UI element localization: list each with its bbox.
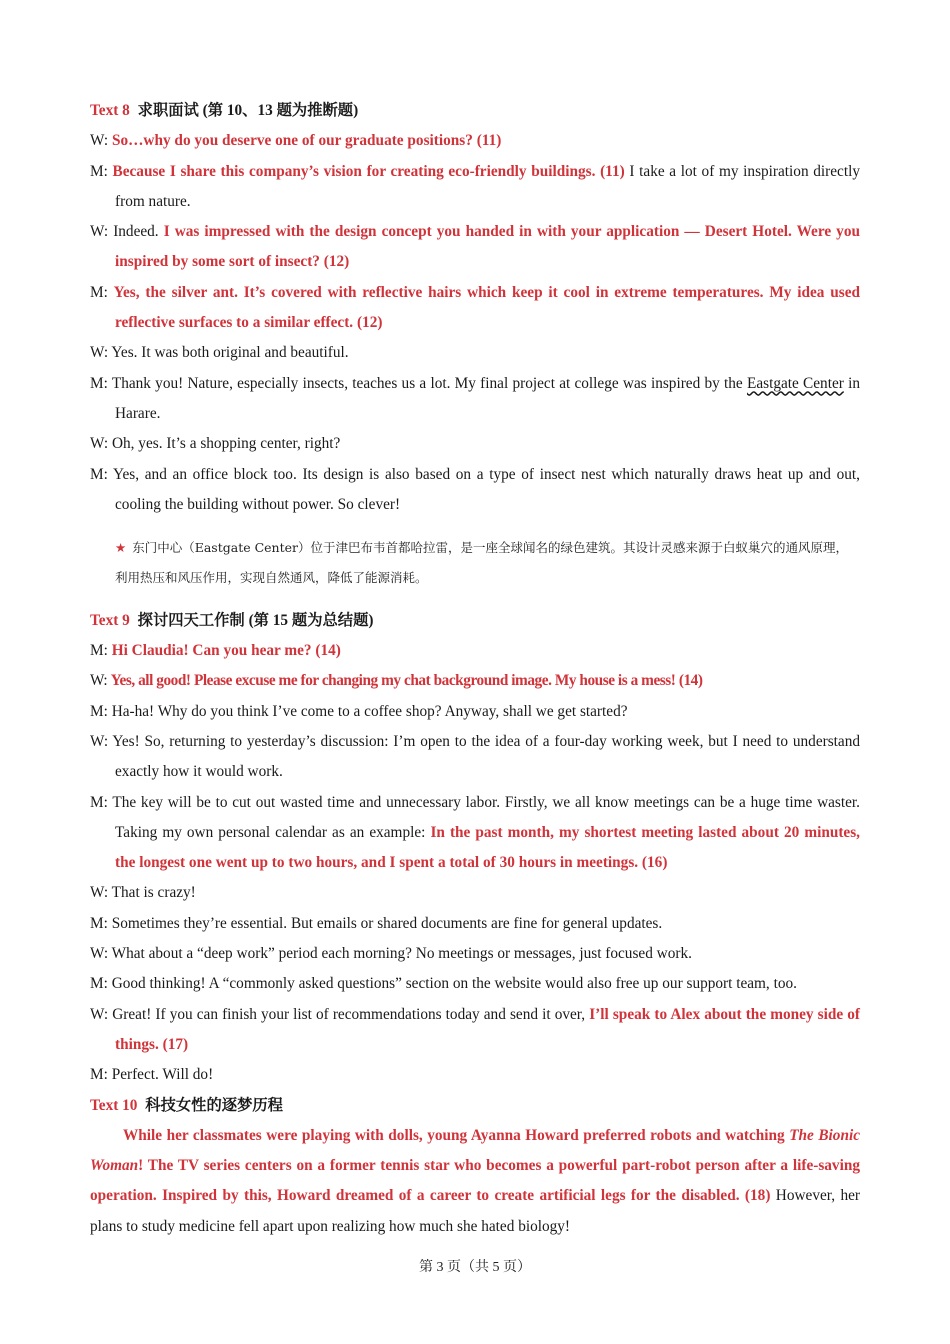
dialogue-line: [90, 369, 860, 430]
key-sentence: Yes, the silver ant. It’s covered with reflective hairs which keep it cool in extreme temperatures. My idea used reflective surfaces to a similar effect. (12): [113, 283, 860, 332]
page-number: 第 3 页（共 5 页）: [419, 1260, 531, 1275]
dialogue-text: in Harare.: [115, 374, 860, 422]
section-heading-text9: [90, 606, 860, 636]
dialogue-line: [90, 217, 860, 278]
dialogue-line: [90, 338, 860, 368]
dialogue-line: [90, 969, 860, 999]
speaker: W:: [90, 435, 112, 453]
dialogue-line: [90, 636, 860, 666]
dialogue-text: What about a “deep work” period each morning? No meetings or messages, just focused work.: [111, 945, 692, 963]
background-note: [90, 533, 860, 594]
note-text: 东门中心（Eastgate Center）位于津巴布韦首都哈拉雷，是一座全球闻名的绿色建筑。其设计灵感来源于白蚁巢穴的通风原理，利用热压和风压作用，实现自然通风，降低了能源消耗。: [115, 539, 848, 585]
section-title: 探讨四天工作制: [137, 611, 245, 629]
dialogue-text: That is crazy!: [111, 884, 196, 902]
dialogue-text: Sometimes they’re essential. But emails or shared documents are fine for general updates.: [111, 914, 663, 932]
speaker: M:: [90, 374, 112, 392]
page-content: [90, 96, 860, 1242]
dialogue-text: Ha-ha! Why do you think I’ve come to a coffee shop? Anyway, shall we get started?: [111, 702, 628, 720]
section-label: Text 9: [90, 611, 130, 629]
key-sentence: While her classmates were playing with dolls, young Ayanna Howard preferred robots and watching: [123, 1126, 790, 1144]
key-sentence: So…why do you deserve one of our graduate positions? (11): [111, 132, 502, 150]
dialogue-line: [90, 1060, 860, 1090]
dialogue-line: [90, 939, 860, 969]
dialogue-text: Thank you! Nature, especially insects, teaches us a lot. My final project at college was inspired by the: [111, 374, 747, 392]
speaker: M:: [90, 162, 113, 180]
dialogue-line: [90, 909, 860, 939]
dialogue-text: Great! If you can finish your list of recommendations today and send it over,: [112, 1005, 590, 1023]
dialogue-line: [90, 1000, 860, 1061]
speaker: W:: [90, 672, 111, 690]
key-sentence: Yes, all good! Please excuse me for changing my chat background image. My house is a mess! (14): [110, 672, 703, 690]
dialogue-line: [90, 788, 860, 879]
speaker: W:: [90, 884, 112, 902]
key-sentence: I’ll speak to Alex about the money side of things. (17): [115, 1005, 860, 1053]
speaker: M:: [90, 914, 112, 932]
key-sentence: Because I share this company’s vision for creating eco-friendly buildings. (11): [112, 162, 625, 180]
dialogue-text: The key will be to cut out wasted time and unnecessary labor. Firstly, we all know meetings can be a huge time waster. Taking my own personal calendar as an example:: [112, 793, 860, 841]
dialogue-line: [90, 460, 860, 521]
dialogue-text: Yes! So, returning to yesterday’s discussion: I’m open to the idea of a four-day working week, but I need to understand exactly how it would work.: [112, 732, 860, 781]
speaker: W:: [90, 223, 114, 241]
speaker: M:: [90, 283, 114, 301]
dialogue-line: [90, 278, 860, 339]
dialogue-line: [90, 878, 860, 908]
key-sentence: In the past month, my shortest meeting lasted about 20 minutes, the longest one went up to two hours, and I spent a total of 30 hours in meetings. (16): [115, 823, 860, 872]
speaker: M:: [90, 702, 112, 720]
key-sentence: ! The TV series centers on a former tennis star who becomes a powerful part-robot person after a life-saving operation. Inspired by this, Howard dreamed of a career to create artificial legs for the disabled. (18): [90, 1157, 860, 1205]
underlined-term: Eastgate Center: [746, 374, 844, 392]
dialogue-text: Oh, yes. It’s a shopping center, right?: [111, 435, 341, 453]
speaker: W:: [90, 1005, 113, 1023]
section-label: Text 10: [90, 1096, 138, 1114]
dialogue-line: [90, 727, 860, 788]
speaker: M:: [90, 465, 113, 483]
section-heading-text8: [90, 96, 860, 126]
speaker: M:: [90, 975, 112, 993]
section-title: 求职面试: [137, 102, 199, 119]
dialogue-line: [90, 666, 860, 696]
key-sentence: Hi Claudia! Can you hear me? (14): [111, 642, 341, 660]
speaker: W:: [90, 344, 112, 362]
dialogue-text: I take a lot of my inspiration directly from nature.: [115, 162, 860, 210]
show-title: The Bionic Woman: [90, 1126, 860, 1175]
speaker: M:: [90, 793, 113, 811]
passage-text: However, her plans to study medicine fell apart upon realizing how much she hated biology!: [90, 1187, 860, 1235]
key-sentence: I was impressed with the design concept you handed in with your application — Desert Hotel. Were you inspired by some sort of insect? (12): [115, 223, 860, 271]
dialogue-line: [90, 697, 860, 727]
speaker: M:: [90, 642, 112, 660]
speaker: M:: [90, 1066, 112, 1084]
section-heading-text10: [90, 1091, 860, 1121]
speaker: W:: [90, 132, 112, 150]
dialogue-line: [90, 157, 860, 218]
speaker: W:: [90, 732, 113, 750]
passage-paragraph: [90, 1121, 860, 1242]
dialogue-text: Perfect. Will do!: [111, 1066, 214, 1084]
section-title: 科技女性的逐梦历程: [145, 1096, 283, 1114]
dialogue-line: [90, 429, 860, 459]
dialogue-text: Good thinking! A “commonly asked questions” section on the website would also free up our support team, too.: [111, 975, 797, 993]
dialogue-text: Indeed.: [113, 223, 164, 241]
star-icon: ★: [115, 539, 127, 555]
section-note: (第 15 题为总结题): [248, 611, 374, 629]
section-label: Text 8: [90, 102, 130, 119]
speaker: W:: [90, 945, 112, 963]
dialogue-text: Yes, and an office block too. Its design is also based on a type of insect nest which naturally draws heat up and out, cooling the building without power. So clever!: [112, 465, 861, 513]
section-note: (第 10、13 题为推断题): [202, 102, 359, 119]
dialogue-text: Yes. It was both original and beautiful.: [111, 344, 349, 362]
dialogue-line: [90, 126, 860, 156]
